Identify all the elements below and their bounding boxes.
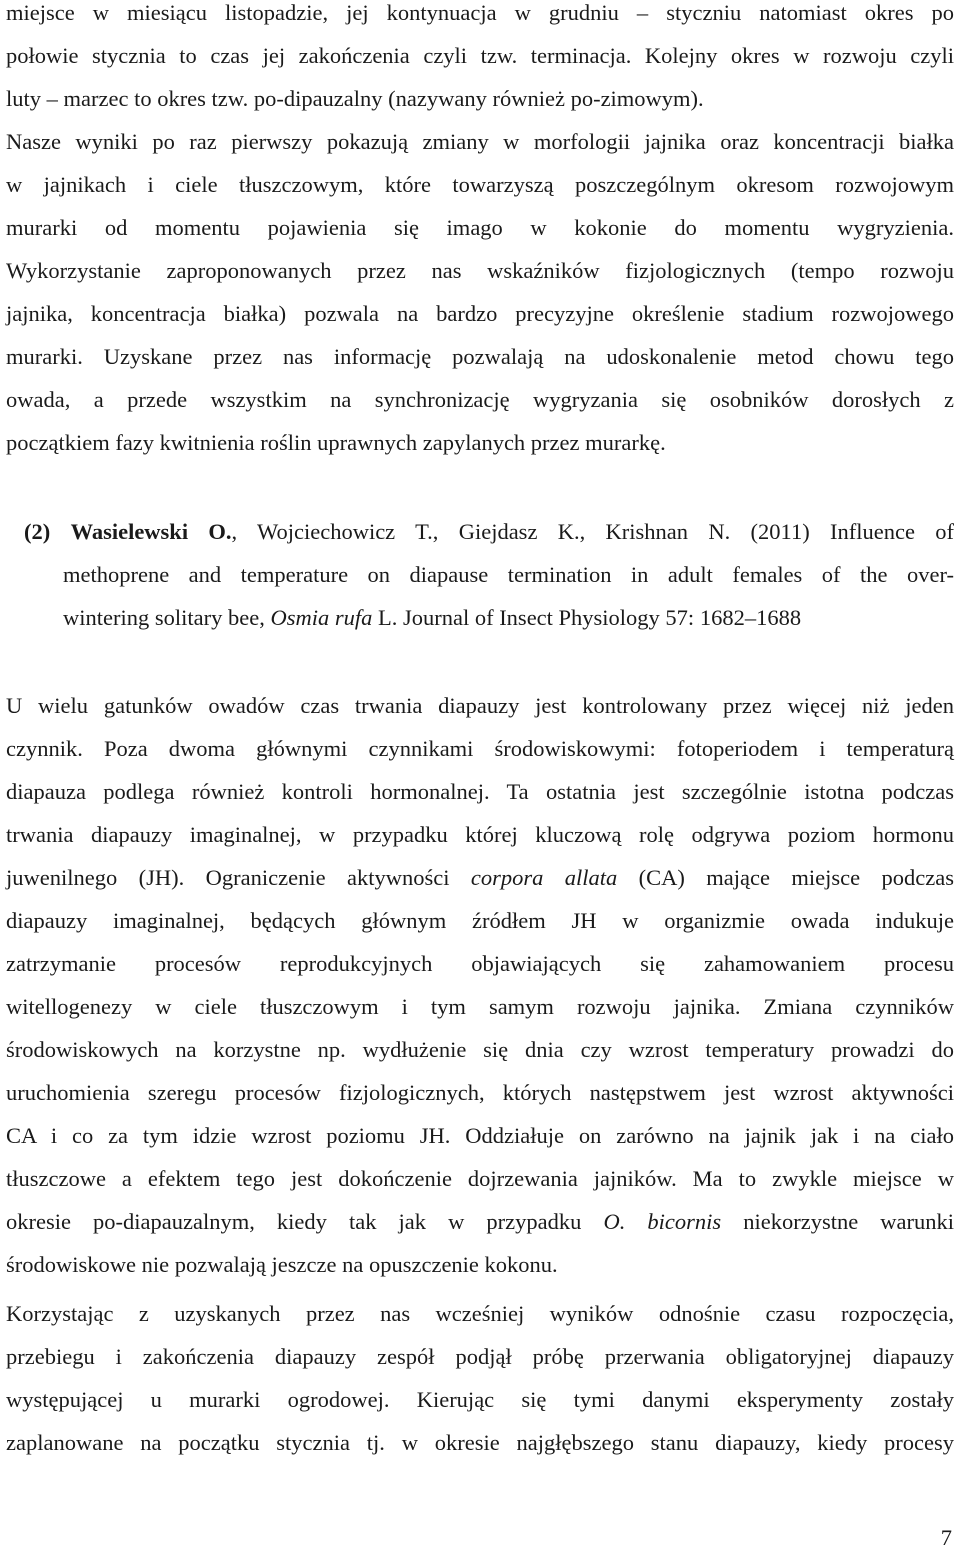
paragraph-line: Wykorzystanie zaproponowanych przez nas wskaźników fizjologicznych (tempo rozwoju bbox=[6, 258, 954, 283]
reference-first-author: Wasielewski O. bbox=[70, 519, 232, 544]
text-span: (CA) mające miejsce podczas bbox=[617, 865, 954, 890]
paragraph-line: zaplanowane na początku stycznia tj. w okresie najgłębszego stanu diapauzy, kiedy procesy bbox=[6, 1430, 954, 1455]
paragraph-line: witellogenezy w ciele tłuszczowym i tym samym rozwoju jajnika. Zmiana czynników bbox=[6, 994, 954, 1019]
text-span: okresie po-diapauzalnym, kiedy tak jak w przypadku bbox=[6, 1209, 604, 1234]
paragraph-line: występującej u murarki ogrodowej. Kierując się tymi danymi eksperymenty zostały bbox=[6, 1387, 954, 1412]
paragraph-line bbox=[6, 1200, 954, 1244]
paragraph-line: w jajnikach i ciele tłuszczowym, które towarzyszą poszczególnym okresom rozwojowym bbox=[6, 172, 954, 197]
reference-line: methoprene and temperature on diapause termination in adult females of the over- bbox=[63, 562, 954, 587]
paragraph-line: Korzystając z uzyskanych przez nas wcześniej wyników odnośnie czasu rozpoczęcia, bbox=[6, 1301, 954, 1326]
reference-number: (2) bbox=[24, 519, 51, 544]
paragraph-line: CA i co za tym idzie wzrost poziomu JH. Oddziałuje on zarówno na jajnik jak i na ciało bbox=[6, 1123, 954, 1148]
paragraph-line: początkiem fazy kwitnienia roślin uprawnych zapylanych przez murarkę. bbox=[6, 430, 666, 455]
reference-entry bbox=[24, 510, 954, 554]
species-name: O. bicornis bbox=[603, 1209, 722, 1234]
paragraph-line: diapauzy imaginalnej, będących głównym źródłem JH w organizmie owada indukuje bbox=[6, 908, 954, 933]
paragraph-line: środowiskowe nie pozwalają jeszcze na opuszczenie kokonu. bbox=[6, 1252, 558, 1277]
paragraph-line: murarki. Uzyskane przez nas informację pozwalają na udoskonalenie metod chowu tego bbox=[6, 344, 954, 369]
species-name: Osmia rufa bbox=[270, 605, 373, 630]
paragraph-line: przebiegu i zakończenia diapauzy zespół podjął próbę przerwania obligatoryjnej diapauzy bbox=[6, 1344, 954, 1369]
journal-citation: L. Journal of Insect Physiology 57: 1682–1688 bbox=[372, 605, 802, 630]
paragraph-line: tłuszczowe a efektem tego jest dokończenie dojrzewania jajników. Ma to zwykle miejsce w bbox=[6, 1166, 954, 1191]
paragraph-line: uruchomienia szeregu procesów fizjologicznych, których następstwem jest wzrost aktywności bbox=[6, 1080, 954, 1105]
paragraph-line: U wielu gatunków owadów czas trwania diapauzy jest kontrolowany przez więcej niż jeden bbox=[6, 693, 954, 718]
paragraph-line: murarki od momentu pojawienia się imago w kokonie do momentu wygryzienia. bbox=[6, 215, 954, 240]
reference-text: wintering solitary bee, bbox=[63, 605, 271, 630]
paragraph-line: Nasze wyniki po raz pierwszy pokazują zmiany w morfologii jajnika oraz koncentracji białka bbox=[6, 129, 954, 154]
page-number: 7 bbox=[940, 1525, 952, 1550]
paragraph-line bbox=[6, 856, 954, 900]
italic-term: corpora allata bbox=[470, 865, 618, 890]
paragraph-line: środowiskowych na korzystne np. wydłużenie się dnia czy wzrost temperatury prowadzi do bbox=[6, 1037, 954, 1062]
paragraph-line: połowie stycznia to czas jej zakończenia czyli tzw. terminacja. Kolejny okres w rozwoju czyli bbox=[6, 43, 954, 68]
text-span: juwenilnego (JH). Ograniczenie aktywności bbox=[6, 865, 471, 890]
paragraph-line: zatrzymanie procesów reprodukcyjnych objawiających się zahamowaniem procesu bbox=[6, 951, 954, 976]
reference-line bbox=[63, 596, 954, 640]
paragraph-line: jajnika, koncentracja białka) pozwala na bardzo precyzyjne określenie stadium rozwojowego bbox=[6, 301, 954, 326]
text-span: niekorzystne warunki bbox=[721, 1209, 955, 1234]
paragraph-line: owada, a przede wszystkim na synchronizację wygryzania się osobników dorosłych z bbox=[6, 387, 954, 412]
paragraph-line: luty – marzec to okres tzw. po-dipauzalny (nazywany również po-zimowym). bbox=[6, 86, 704, 111]
reference-authors-title: , Wojciechowicz T., Giejdasz K., Krishnan N. (2011) Influence of bbox=[231, 519, 954, 544]
paragraph-line: miejsce w miesiącu listopadzie, jej kontynuacja w grudniu – styczniu natomiast okres po bbox=[6, 0, 954, 25]
paragraph-line: trwania diapauzy imaginalnej, w przypadku której kluczową rolę odgrywa poziom hormonu bbox=[6, 822, 954, 847]
paragraph-line: diapauza podlega również kontroli hormonalnej. Ta ostatnia jest szczególnie istotna podczas bbox=[6, 779, 954, 804]
paragraph-line: czynnik. Poza dwoma głównymi czynnikami środowiskowymi: fotoperiodem i temperaturą bbox=[6, 736, 954, 761]
